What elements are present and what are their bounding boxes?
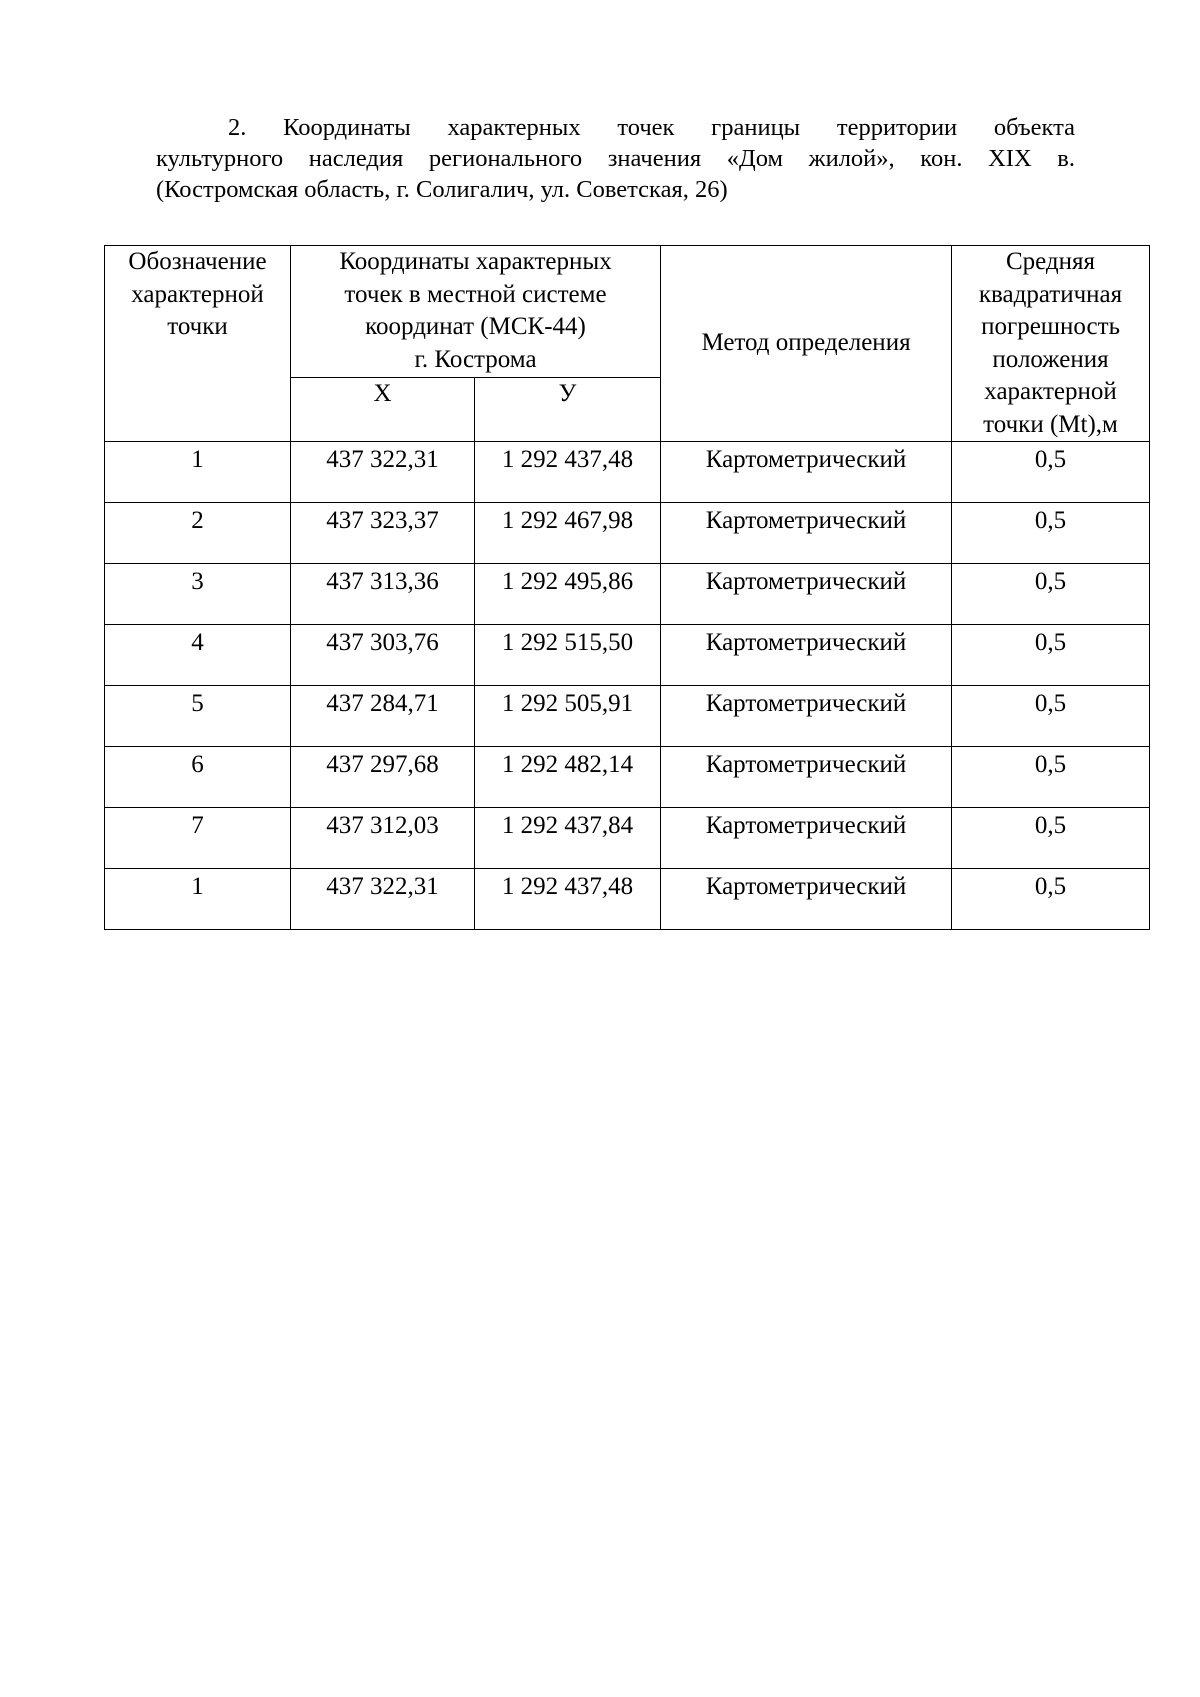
cell-x: 437 284,71 — [291, 686, 475, 747]
cell-method: Картометрический — [661, 625, 952, 686]
cell-y: 1 292 505,91 — [475, 686, 661, 747]
cell-x: 437 303,76 — [291, 625, 475, 686]
table-row — [105, 869, 1150, 930]
cell-method: Картометрический — [661, 564, 952, 625]
table-body — [105, 442, 1150, 930]
cell-point: 1 — [105, 869, 291, 930]
cell-error: 0,5 — [952, 686, 1150, 747]
cell-x: 437 322,31 — [291, 869, 475, 930]
cell-x: 437 322,31 — [291, 442, 475, 503]
table-row — [105, 625, 1150, 686]
header-coordinates: Координаты характерных точек в местной системе координат (МСК-44) г. Кострома — [291, 246, 661, 378]
cell-y: 1 292 437,48 — [475, 442, 661, 503]
header-method: Метод определения — [661, 246, 952, 442]
cell-point: 5 — [105, 686, 291, 747]
table-row — [105, 747, 1150, 808]
cell-method: Картометрический — [661, 442, 952, 503]
cell-error: 0,5 — [952, 564, 1150, 625]
table-row — [105, 686, 1150, 747]
table-row — [105, 503, 1150, 564]
cell-y: 1 292 482,14 — [475, 747, 661, 808]
cell-error: 0,5 — [952, 442, 1150, 503]
heading-line-2: культурного наследия регионального значения «Дом жилой», кон. XIX в. — [156, 145, 1075, 172]
cell-point: 3 — [105, 564, 291, 625]
cell-error: 0,5 — [952, 869, 1150, 930]
cell-method: Картометрический — [661, 747, 952, 808]
cell-error: 0,5 — [952, 503, 1150, 564]
cell-y: 1 292 515,50 — [475, 625, 661, 686]
cell-x: 437 323,37 — [291, 503, 475, 564]
cell-method: Картометрический — [661, 686, 952, 747]
cell-point: 1 — [105, 442, 291, 503]
cell-point: 2 — [105, 503, 291, 564]
header-x: X — [291, 378, 475, 442]
cell-error: 0,5 — [952, 625, 1150, 686]
cell-point: 6 — [105, 747, 291, 808]
header-point-designation: Обозначение характерной точки — [105, 246, 291, 442]
cell-y: 1 292 467,98 — [475, 503, 661, 564]
cell-point: 4 — [105, 625, 291, 686]
header-error: Средняя квадратичная погрешность положения характерной точки (Mt),м — [952, 246, 1150, 442]
cell-point: 7 — [105, 808, 291, 869]
cell-error: 0,5 — [952, 808, 1150, 869]
cell-error: 0,5 — [952, 747, 1150, 808]
cell-x: 437 297,68 — [291, 747, 475, 808]
cell-y: 1 292 437,48 — [475, 869, 661, 930]
table-row — [105, 564, 1150, 625]
cell-method: Картометрический — [661, 503, 952, 564]
cell-method: Картометрический — [661, 869, 952, 930]
header-y: У — [475, 378, 661, 442]
cell-y: 1 292 437,84 — [475, 808, 661, 869]
cell-x: 437 313,36 — [291, 564, 475, 625]
cell-y: 1 292 495,86 — [475, 564, 661, 625]
cell-method: Картометрический — [661, 808, 952, 869]
table-header — [105, 246, 1150, 442]
cell-x: 437 312,03 — [291, 808, 475, 869]
table-row — [105, 442, 1150, 503]
coordinates-table — [104, 245, 1150, 930]
table-row — [105, 808, 1150, 869]
heading-line-3: (Костромская область, г. Солигалич, ул. Советская, 26) — [156, 176, 728, 203]
document-heading — [156, 112, 1075, 205]
heading-line-1: 2. Координаты характерных точек границы территории объекта — [228, 114, 1075, 141]
